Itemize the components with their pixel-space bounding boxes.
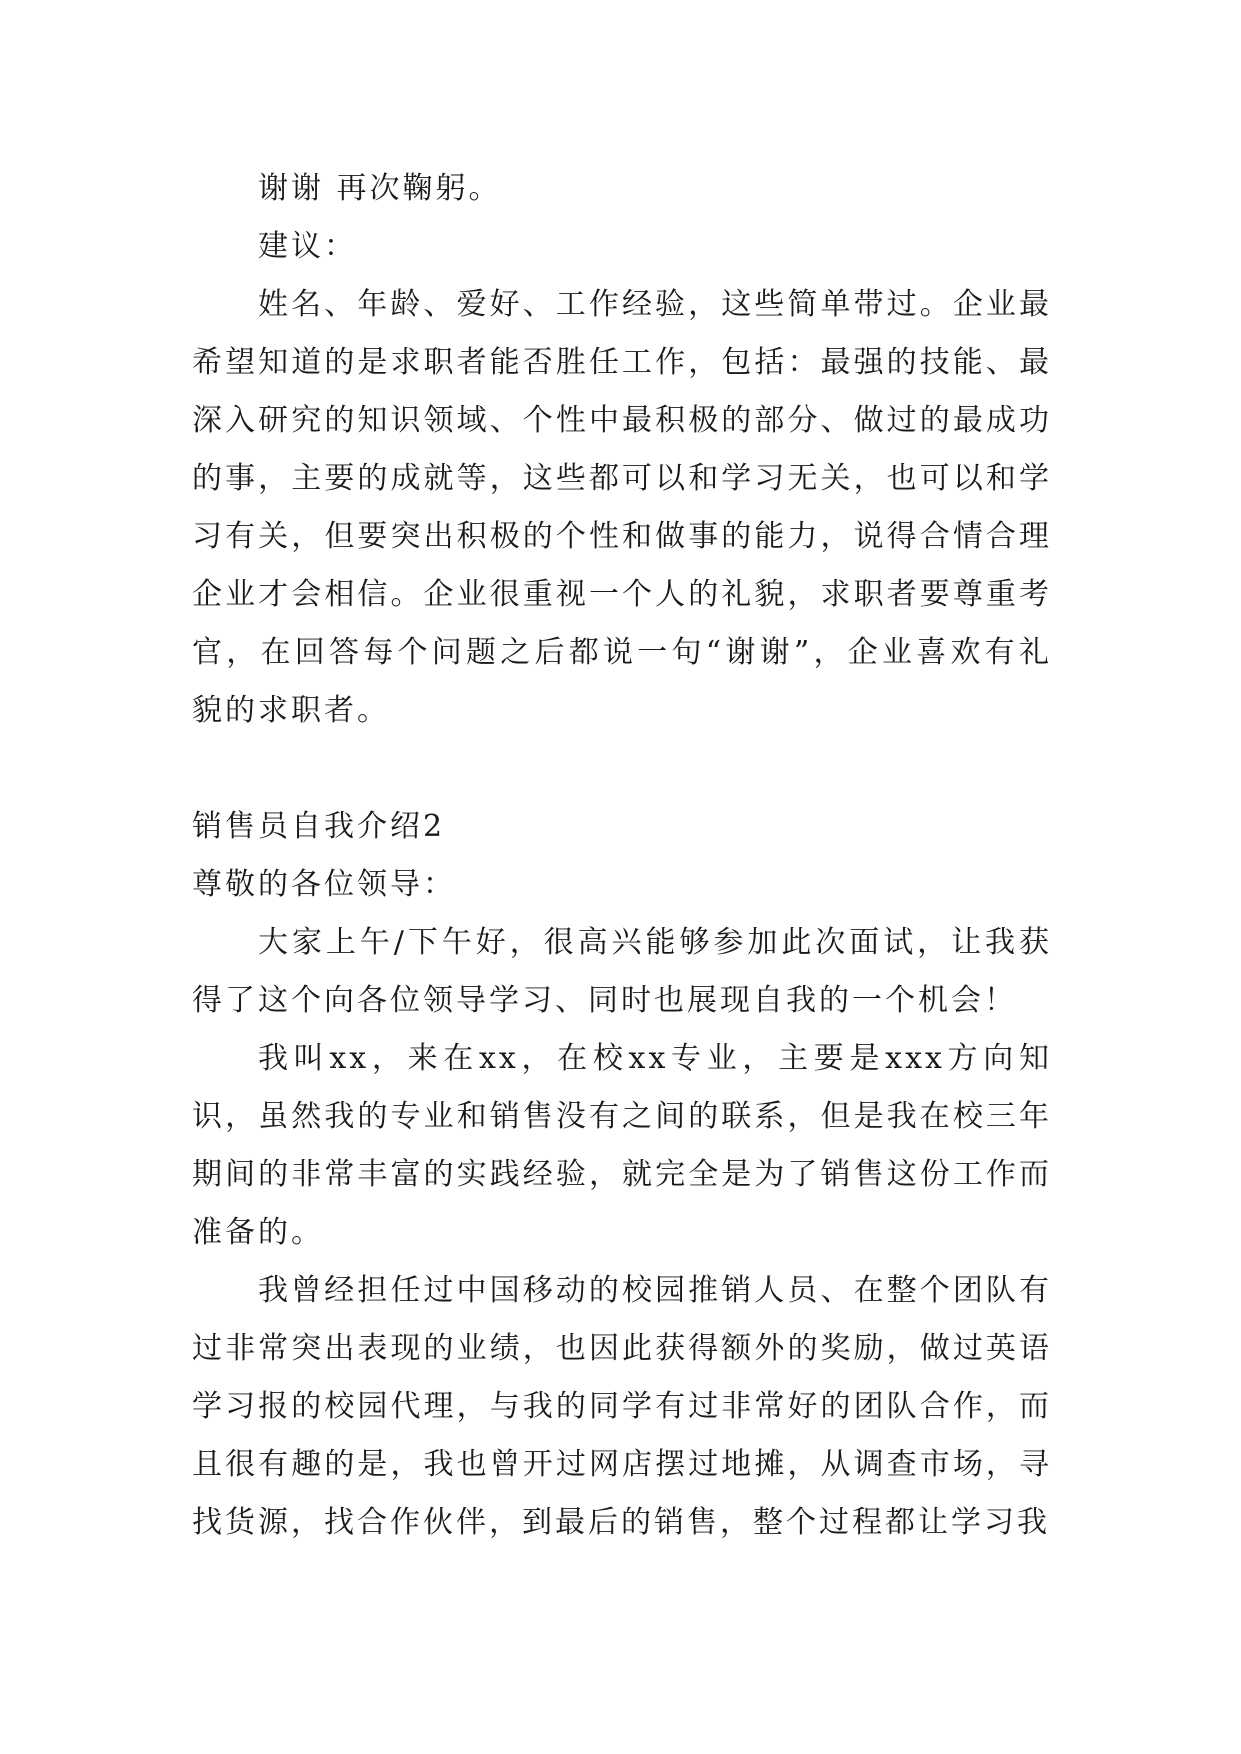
body-paragraph: 我曾经担任过中国移动的校园推销人员、在整个团队有过非常突出表现的业绩，也因此获得额外的奖励，做过英语学习报的校园代理，与我的同学有过非常好的团队合作，而且很有趣的是，我也曾开过网店摆过地摊，从调查市场，寻找货源，找合作伙伴，到最后的销售，整个过程都让学习我 [192, 1273, 1052, 1540]
section-spacer [192, 740, 1052, 798]
document-body [192, 160, 1052, 1552]
body-paragraph: 我叫xx，来在xx，在校xx专业，主要是xxx方向知识，虽然我的专业和销售没有之间的联系，但是我在校三年期间的非常丰富的实践经验，就完全是为了销售这份工作而准备的。 [192, 1041, 1052, 1250]
section-title: 销售员自我介绍2 [192, 809, 446, 844]
suggestion-heading: 建议： [258, 229, 357, 264]
thanks-paragraph: 谢谢 再次鞠躬。 [258, 171, 502, 206]
body-paragraph: 大家上午/下午好，很高兴能够参加此次面试，让我获得了这个向各位领导学习、同时也展现自我的一个机会！ [192, 925, 1052, 1018]
greeting-line: 尊敬的各位领导： [192, 867, 456, 902]
suggestion-paragraph: 姓名、年龄、爱好、工作经验，这些简单带过。企业最希望知道的是求职者能否胜任工作，包括：最强的技能、最深入研究的知识领域、个性中最积极的部分、做过的最成功的事，主要的成就等，这些都可以和学习无关，也可以和学习有关，但要突出积极的个性和做事的能力，说得合情合理企业才会相信。企业很重视一个人的礼貌，求职者要尊重考官，在回答每个问题之后都说一句“谢谢”，企业喜欢有礼貌的求职者。 [192, 287, 1052, 728]
